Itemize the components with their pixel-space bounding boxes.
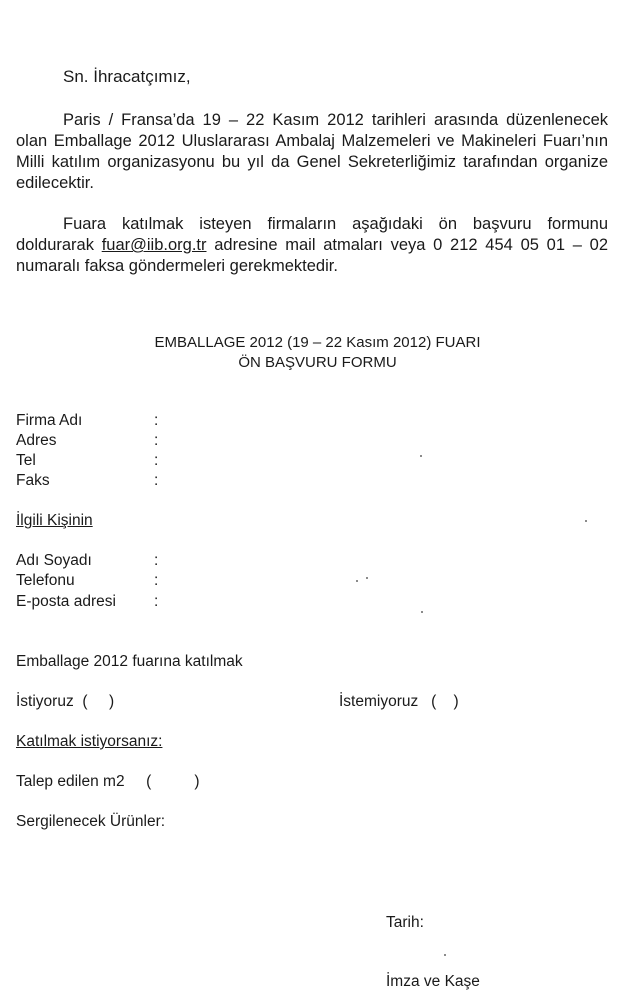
fax-colon: : — [154, 472, 159, 489]
participation-question: Emballage 2012 fuarına katılmak — [16, 653, 243, 670]
form-subtitle: ÖN BAŞVURU FORMU — [238, 354, 397, 371]
paragraph-application-info — [16, 214, 608, 277]
address-colon: : — [154, 432, 159, 449]
scan-speck — [585, 520, 587, 522]
no-option[interactable]: İstemiyoruz ( ) — [339, 693, 459, 710]
address-label: Adres — [16, 432, 57, 449]
contact-person-heading: İlgili Kişinin — [16, 512, 93, 529]
phone-label: Tel — [16, 452, 36, 469]
scan-speck — [421, 611, 423, 613]
email-link[interactable]: fuar@iib.org.tr — [101, 236, 207, 254]
company-name-colon: : — [154, 412, 159, 429]
salutation: Sn. İhracatçımız, — [63, 67, 191, 86]
signature-label: İmza ve Kaşe — [386, 973, 480, 990]
contact-phone-colon: : — [154, 572, 159, 589]
form-title: EMBALLAGE 2012 (19 – 22 Kasım 2012) FUARI — [154, 334, 481, 351]
exhibited-products-label: Sergilenecek Ürünler: — [16, 813, 166, 830]
contact-email-label: E-posta adresi — [16, 593, 116, 610]
contact-name-label: Adı Soyadı — [16, 552, 92, 569]
phone-colon: : — [154, 452, 159, 469]
scan-speck — [444, 954, 446, 956]
scan-speck — [366, 577, 368, 579]
scan-speck — [356, 580, 358, 582]
paragraph-text-after-email: adresine mail atmaları veya 0 212 454 05 01 – 02 numaralı faksa göndermeleri gerekmektedir. — [16, 236, 608, 275]
contact-name-colon: : — [154, 552, 159, 569]
yes-option[interactable]: İstiyoruz ( ) — [16, 693, 115, 710]
paragraph-text-before-email: Fuara katılmak isteyen firmaların aşağıdaki ön başvuru formunu doldurarak — [16, 215, 608, 254]
date-label: Tarih: — [386, 914, 424, 931]
scan-speck — [420, 455, 422, 457]
fax-label: Faks — [16, 472, 50, 489]
company-name-label: Firma Adı — [16, 412, 83, 429]
requested-area-field[interactable]: Talep edilen m2 ( ) — [16, 773, 200, 790]
paragraph-event-info: Paris / Fransa’da 19 – 22 Kasım 2012 tarihleri arasında düzenlenecek olan Emballage 2012 Uluslararası Ambalaj Malzemeleri ve Makineleri Fuarı’nın Milli katılım organizasyonu bu yıl da Genel Sekreterliğimiz tarafından organize edilecektir. — [16, 111, 608, 192]
if-participating-heading: Katılmak istiyorsanız: — [16, 733, 163, 750]
contact-phone-label: Telefonu — [16, 572, 75, 589]
contact-email-colon: : — [154, 593, 159, 610]
